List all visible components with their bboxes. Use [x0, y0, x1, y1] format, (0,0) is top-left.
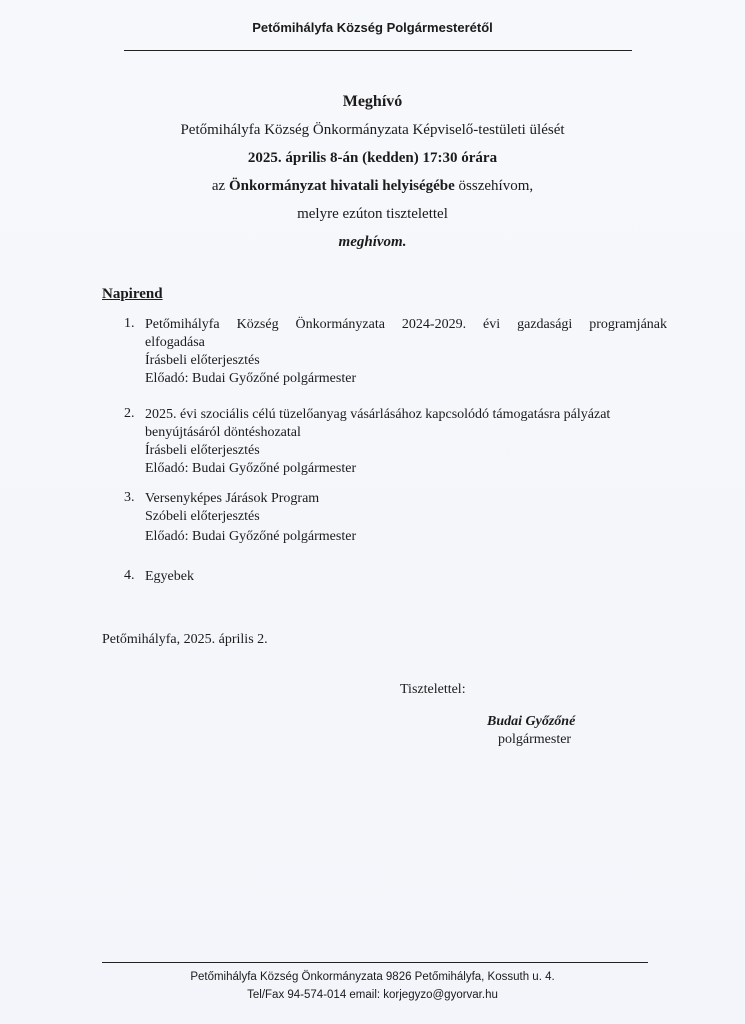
- agenda-item-body: [145, 568, 667, 586]
- agenda-item-number: 3.: [124, 490, 135, 505]
- meeting-datetime: 2025. április 8-án (kedden) 17:30 órára: [247, 150, 498, 166]
- agenda-item-title: 2025. évi szociális célú tüzelőanyag vásárlásához kapcsolódó támogatásra pályázat: [145, 407, 611, 422]
- invitation-line-5: meghívom.: [338, 234, 407, 250]
- line3-suffix: összehívom,: [454, 178, 534, 194]
- footer-contact: Tel/Fax 94-574-014 email: korjegyzo@gyorvar.hu: [247, 989, 498, 1001]
- agenda-item-type: Írásbeli előterjesztés: [145, 353, 260, 368]
- letterhead-title: Petőmihályfa Község Polgármesterétől: [252, 20, 493, 35]
- agenda-item-type: Szóbeli előterjesztés: [145, 509, 260, 524]
- agenda-item-number: 2.: [124, 406, 135, 421]
- agenda-item-presenter: Előadó: Budai Győzőné polgármester: [145, 529, 357, 544]
- agenda-item-presenter: Előadó: Budai Győzőné polgármester: [145, 461, 357, 476]
- invitation-block: [0, 88, 745, 256]
- meeting-location: Önkormányzat hivatali helyiségébe: [228, 178, 455, 194]
- agenda-item-number: 4.: [124, 568, 135, 583]
- agenda-item-title: Petőmihályfa Község Önkormányzata 2024-2029. évi gazdasági programjának: [145, 317, 667, 332]
- agenda-item-title-cont: benyújtásáról döntéshozatal: [145, 425, 301, 440]
- place-and-date: Petőmihályfa, 2025. április 2.: [102, 632, 268, 647]
- footer-divider: [102, 962, 648, 963]
- closing-salutation: Tisztelettel:: [400, 682, 466, 697]
- agenda-item-presenter: Előadó: Budai Győzőné polgármester: [145, 371, 357, 386]
- agenda-item-title-cont: elfogadása: [145, 335, 205, 350]
- agenda-item-body: [145, 490, 667, 546]
- agenda-item-number: 1.: [124, 316, 135, 331]
- signer-name: Budai Győzőné: [487, 714, 576, 729]
- agenda-item-type: Írásbeli előterjesztés: [145, 443, 260, 458]
- signer-title: polgármester: [498, 732, 572, 747]
- letterhead-footer: [0, 968, 745, 1004]
- line3-prefix: az: [211, 178, 229, 194]
- header-divider: [124, 50, 632, 51]
- agenda-item-body: [145, 316, 667, 388]
- invitation-line-1: Petőmihályfa Község Önkormányzata Képviselő-testületi ülését: [180, 122, 565, 138]
- invitation-line-3: [0, 172, 745, 200]
- invitation-title: Meghívó: [342, 93, 403, 110]
- agenda-item-title: Egyebek: [145, 569, 194, 584]
- invitation-line-4: melyre ezúton tisztelettel: [297, 206, 448, 222]
- agenda-item-body: [145, 406, 667, 478]
- footer-address: Petőmihályfa Község Önkormányzata 9826 Petőmihályfa, Kossuth u. 4.: [190, 971, 555, 983]
- agenda-item-title: Versenyképes Járások Program: [145, 491, 320, 506]
- agenda-heading: Napirend: [102, 286, 163, 302]
